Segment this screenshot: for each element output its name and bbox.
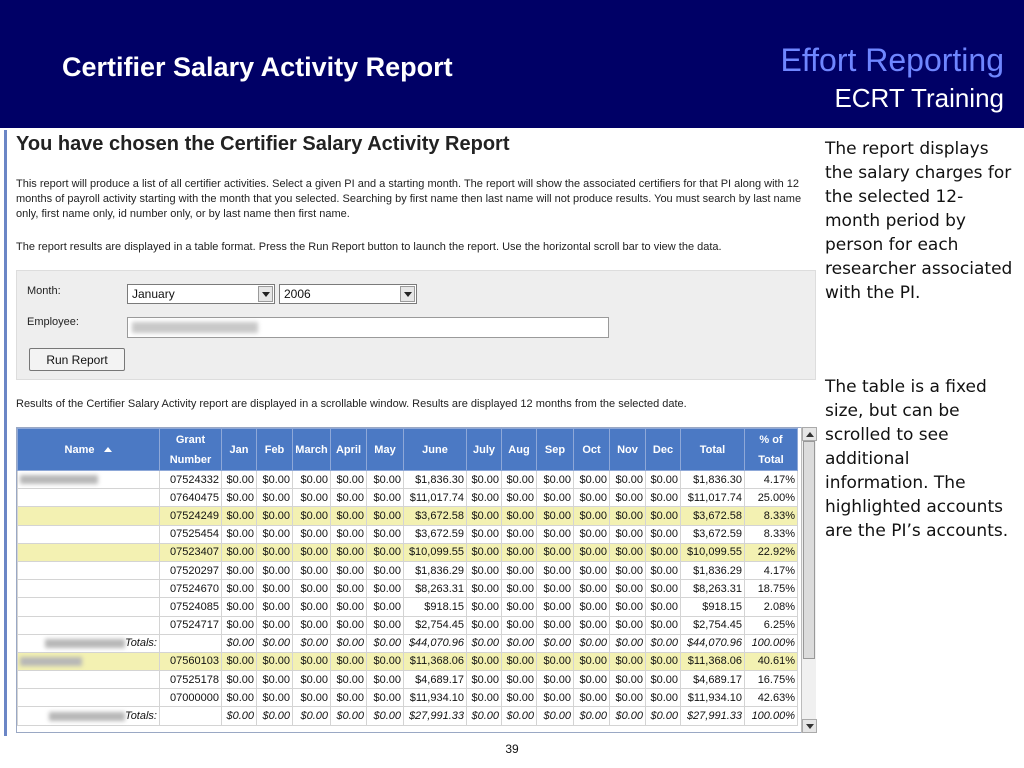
run-report-button[interactable]: Run Report	[29, 348, 125, 371]
year-select[interactable]	[279, 284, 417, 304]
month-select[interactable]	[127, 284, 275, 304]
cell-month-amount: $0.00	[467, 525, 502, 543]
col-header-sep[interactable]: Sep	[537, 429, 574, 471]
cell-month-amount: $0.00	[222, 707, 257, 725]
cell-month-amount: $0.00	[257, 561, 293, 579]
cell-name	[18, 652, 160, 670]
col-header-june[interactable]: June	[404, 429, 467, 471]
cell-month-amount: $0.00	[293, 707, 331, 725]
cell-month-amount: $0.00	[646, 671, 681, 689]
cell-name	[18, 471, 160, 489]
cell-month-amount: $0.00	[646, 616, 681, 634]
col-header-dec[interactable]: Dec	[646, 429, 681, 471]
cell-month-amount: $0.00	[467, 652, 502, 670]
cell-pct-total: 2.08%	[745, 598, 798, 616]
cell-month-amount: $0.00	[574, 616, 610, 634]
report-screenshot	[4, 130, 817, 736]
brand-effort-reporting: Effort Reporting	[780, 42, 1004, 78]
cell-month-amount: $0.00	[646, 652, 681, 670]
table-row	[18, 580, 798, 598]
cell-month-amount: $0.00	[502, 525, 537, 543]
redacted-employee-name	[132, 322, 258, 333]
col-header-grant[interactable]: Grant Number	[160, 429, 222, 471]
cell-month-amount: $0.00	[537, 471, 574, 489]
cell-month-amount: $8,263.31	[404, 580, 467, 598]
cell-pct-total: 6.25%	[745, 616, 798, 634]
slide-title: Certifier Salary Activity Report	[62, 52, 453, 82]
cell-month-amount: $0.00	[502, 652, 537, 670]
cell-month-amount: $0.00	[574, 561, 610, 579]
cell-name	[18, 634, 160, 652]
col-header-oct[interactable]: Oct	[574, 429, 610, 471]
cell-month-amount: $0.00	[502, 489, 537, 507]
totals-label: Totals:	[124, 637, 157, 650]
cell-month-amount: $0.00	[610, 652, 646, 670]
totals-row	[18, 634, 798, 652]
cell-month-amount: $0.00	[222, 489, 257, 507]
cell-month-amount: $11,017.74	[404, 489, 467, 507]
table-row	[18, 616, 798, 634]
scroll-up-icon[interactable]	[802, 427, 817, 441]
cell-month-amount: $0.00	[367, 561, 404, 579]
cell-month-amount: $0.00	[222, 561, 257, 579]
cell-month-amount: $0.00	[331, 598, 367, 616]
cell-month-amount: $0.00	[222, 543, 257, 561]
cell-month-amount: $0.00	[610, 689, 646, 707]
side-note-report-description: The report displays the salary charges for the selected 12-month period by person for each researcher associated with the PI.	[825, 139, 1013, 303]
cell-grant-number: 07524085	[160, 598, 222, 616]
cell-month-amount: $0.00	[222, 507, 257, 525]
cell-month-amount: $0.00	[610, 507, 646, 525]
cell-month-amount: $0.00	[537, 561, 574, 579]
cell-month-amount: $0.00	[293, 507, 331, 525]
cell-name	[18, 689, 160, 707]
cell-month-amount: $0.00	[293, 598, 331, 616]
cell-month-amount: $918.15	[404, 598, 467, 616]
cell-month-amount: $0.00	[222, 616, 257, 634]
cell-month-amount: $0.00	[502, 507, 537, 525]
cell-month-amount: $0.00	[222, 652, 257, 670]
col-header-april[interactable]: April	[331, 429, 367, 471]
table-row	[18, 561, 798, 579]
cell-month-amount: $0.00	[537, 689, 574, 707]
cell-month-amount: $0.00	[467, 489, 502, 507]
cell-month-amount: $0.00	[574, 652, 610, 670]
cell-month-amount: $0.00	[610, 634, 646, 652]
cell-month-amount: $0.00	[610, 543, 646, 561]
cell-grant-number: 07525178	[160, 671, 222, 689]
cell-month-amount: $10,099.55	[404, 543, 467, 561]
cell-month-amount: $0.00	[574, 707, 610, 725]
cell-month-amount: $0.00	[222, 598, 257, 616]
month-label: Month:	[27, 285, 61, 297]
cell-month-amount: $0.00	[537, 525, 574, 543]
cell-month-amount: $0.00	[502, 616, 537, 634]
cell-total: $2,754.45	[681, 616, 745, 634]
cell-month-amount: $0.00	[467, 507, 502, 525]
cell-month-amount: $4,689.17	[404, 671, 467, 689]
table-row	[18, 543, 798, 561]
col-header-feb[interactable]: Feb	[257, 429, 293, 471]
cell-month-amount: $0.00	[502, 671, 537, 689]
cell-total: $8,263.31	[681, 580, 745, 598]
cell-month-amount: $0.00	[367, 652, 404, 670]
cell-month-amount: $0.00	[502, 580, 537, 598]
cell-month-amount: $0.00	[574, 471, 610, 489]
cell-month-amount: $0.00	[293, 580, 331, 598]
cell-month-amount: $0.00	[257, 525, 293, 543]
col-header-name[interactable]: Name	[18, 429, 160, 471]
cell-month-amount: $0.00	[293, 561, 331, 579]
cell-month-amount: $0.00	[646, 598, 681, 616]
cell-pct-total: 4.17%	[745, 471, 798, 489]
cell-grant-number: 07520297	[160, 561, 222, 579]
col-header-may[interactable]: May	[367, 429, 404, 471]
table-row	[18, 507, 798, 525]
cell-month-amount: $0.00	[257, 507, 293, 525]
cell-month-amount: $0.00	[574, 507, 610, 525]
cell-month-amount: $0.00	[610, 561, 646, 579]
year-select-value: 2006	[284, 287, 311, 301]
cell-month-amount: $27,991.33	[404, 707, 467, 725]
results-table-window[interactable]	[16, 427, 816, 733]
cell-month-amount: $0.00	[537, 489, 574, 507]
col-header-nov[interactable]: Nov	[610, 429, 646, 471]
employee-label: Employee:	[27, 316, 79, 328]
cell-month-amount: $0.00	[367, 598, 404, 616]
redacted-name	[45, 639, 125, 648]
cell-month-amount: $0.00	[257, 671, 293, 689]
cell-month-amount: $0.00	[257, 580, 293, 598]
cell-month-amount: $0.00	[293, 616, 331, 634]
cell-month-amount: $3,672.59	[404, 525, 467, 543]
cell-pct-total: 42.63%	[745, 689, 798, 707]
employee-input[interactable]	[127, 317, 609, 338]
col-header-pct-total[interactable]: % of Total	[745, 429, 798, 471]
col-header-total[interactable]: Total	[681, 429, 745, 471]
cell-name	[18, 580, 160, 598]
cell-month-amount: $0.00	[257, 543, 293, 561]
cell-month-amount: $0.00	[367, 689, 404, 707]
cell-month-amount: $0.00	[646, 580, 681, 598]
cell-pct-total: 18.75%	[745, 580, 798, 598]
cell-pct-total: 4.17%	[745, 561, 798, 579]
cell-month-amount: $0.00	[467, 598, 502, 616]
cell-month-amount: $0.00	[467, 707, 502, 725]
sort-asc-icon[interactable]	[104, 447, 112, 452]
table-row	[18, 689, 798, 707]
cell-month-amount: $1,836.29	[404, 561, 467, 579]
cell-grant-number: 07524717	[160, 616, 222, 634]
cell-pct-total: 8.33%	[745, 525, 798, 543]
cell-total: $10,099.55	[681, 543, 745, 561]
chevron-down-icon[interactable]	[258, 286, 273, 302]
col-header-aug[interactable]: Aug	[502, 429, 537, 471]
cell-month-amount: $0.00	[646, 525, 681, 543]
cell-month-amount: $44,070.96	[404, 634, 467, 652]
brand-ecrt-training: ECRT Training	[834, 83, 1004, 113]
cell-month-amount: $0.00	[222, 580, 257, 598]
table-row	[18, 652, 798, 670]
cell-month-amount: $0.00	[257, 707, 293, 725]
cell-month-amount: $0.00	[574, 525, 610, 543]
cell-total: $11,017.74	[681, 489, 745, 507]
cell-month-amount: $0.00	[646, 489, 681, 507]
cell-total: $27,991.33	[681, 707, 745, 725]
cell-month-amount: $0.00	[646, 507, 681, 525]
redacted-name	[49, 712, 125, 721]
table-row	[18, 671, 798, 689]
cell-month-amount: $0.00	[537, 634, 574, 652]
cell-month-amount: $0.00	[257, 489, 293, 507]
month-select-value: January	[132, 287, 175, 301]
cell-total: $1,836.29	[681, 561, 745, 579]
cell-month-amount: $0.00	[222, 634, 257, 652]
table-body	[18, 471, 798, 726]
cell-month-amount: $0.00	[574, 689, 610, 707]
cell-month-amount: $1,836.30	[404, 471, 467, 489]
cell-grant-number: 07524332	[160, 471, 222, 489]
cell-month-amount: $0.00	[537, 543, 574, 561]
cell-total: $918.15	[681, 598, 745, 616]
cell-month-amount: $0.00	[331, 525, 367, 543]
cell-month-amount: $0.00	[222, 525, 257, 543]
cell-month-amount: $0.00	[257, 689, 293, 707]
cell-name	[18, 543, 160, 561]
cell-month-amount: $0.00	[331, 707, 367, 725]
cell-pct-total: 100.00%	[745, 634, 798, 652]
cell-pct-total: 25.00%	[745, 489, 798, 507]
cell-month-amount: $0.00	[646, 471, 681, 489]
cell-month-amount: $0.00	[367, 507, 404, 525]
cell-month-amount: $0.00	[467, 634, 502, 652]
results-note: Results of the Certifier Salary Activity report are displayed in a scrollable window. Results are displayed 12 months from the selected date.	[16, 398, 687, 410]
cell-month-amount: $0.00	[467, 689, 502, 707]
cell-name	[18, 525, 160, 543]
cell-name	[18, 707, 160, 725]
cell-month-amount: $0.00	[537, 580, 574, 598]
cell-grant-number: 07560103	[160, 652, 222, 670]
cell-month-amount: $0.00	[331, 507, 367, 525]
cell-name	[18, 489, 160, 507]
cell-month-amount: $0.00	[367, 471, 404, 489]
cell-month-amount: $0.00	[331, 580, 367, 598]
cell-month-amount: $0.00	[293, 652, 331, 670]
cell-month-amount: $11,934.10	[404, 689, 467, 707]
cell-grant-number	[160, 634, 222, 652]
cell-month-amount: $0.00	[646, 707, 681, 725]
cell-month-amount: $0.00	[467, 561, 502, 579]
cell-grant-number: 07640475	[160, 489, 222, 507]
cell-total: $11,934.10	[681, 689, 745, 707]
cell-month-amount: $0.00	[331, 689, 367, 707]
cell-month-amount: $0.00	[574, 634, 610, 652]
left-accent-rule	[4, 130, 7, 736]
table-row	[18, 489, 798, 507]
cell-month-amount: $0.00	[222, 471, 257, 489]
redacted-name	[20, 657, 82, 666]
cell-month-amount: $2,754.45	[404, 616, 467, 634]
cell-month-amount: $0.00	[646, 689, 681, 707]
side-note-table-scroll: The table is a fixed size, but can be scrolled to see additional information. The highlighted accounts are the PI’s accounts.	[825, 377, 1009, 541]
totals-row	[18, 707, 798, 725]
cell-month-amount: $0.00	[367, 580, 404, 598]
cell-month-amount: $0.00	[331, 634, 367, 652]
totals-label: Totals:	[124, 710, 157, 723]
cell-month-amount: $0.00	[574, 598, 610, 616]
cell-month-amount: $0.00	[257, 652, 293, 670]
cell-month-amount: $0.00	[367, 634, 404, 652]
cell-month-amount: $0.00	[293, 471, 331, 489]
chevron-down-icon[interactable]	[400, 286, 415, 302]
cell-month-amount: $0.00	[467, 580, 502, 598]
cell-month-amount: $0.00	[367, 543, 404, 561]
report-heading: You have chosen the Certifier Salary Activity Report	[16, 133, 510, 155]
cell-month-amount: $0.00	[502, 598, 537, 616]
cell-month-amount: $0.00	[467, 471, 502, 489]
col-header-march[interactable]: March	[293, 429, 331, 471]
cell-month-amount: $11,368.06	[404, 652, 467, 670]
cell-month-amount: $0.00	[331, 671, 367, 689]
cell-month-amount: $0.00	[537, 616, 574, 634]
col-header-july[interactable]: July	[467, 429, 502, 471]
cell-month-amount: $3,672.58	[404, 507, 467, 525]
cell-month-amount: $0.00	[257, 616, 293, 634]
cell-month-amount: $0.00	[293, 634, 331, 652]
cell-name	[18, 616, 160, 634]
cell-name	[18, 561, 160, 579]
cell-month-amount: $0.00	[293, 489, 331, 507]
cell-month-amount: $0.00	[610, 616, 646, 634]
cell-month-amount: $0.00	[610, 580, 646, 598]
cell-grant-number	[160, 707, 222, 725]
scroll-thumb[interactable]	[803, 441, 815, 659]
cell-month-amount: $0.00	[502, 543, 537, 561]
cell-month-amount: $0.00	[331, 561, 367, 579]
cell-month-amount: $0.00	[467, 616, 502, 634]
cell-month-amount: $0.00	[610, 489, 646, 507]
salary-activity-table	[17, 428, 798, 726]
cell-total: $44,070.96	[681, 634, 745, 652]
cell-month-amount: $0.00	[646, 634, 681, 652]
cell-month-amount: $0.00	[331, 489, 367, 507]
cell-month-amount: $0.00	[537, 598, 574, 616]
table-row	[18, 471, 798, 489]
cell-pct-total: 22.92%	[745, 543, 798, 561]
cell-pct-total: 40.61%	[745, 652, 798, 670]
cell-month-amount: $0.00	[257, 598, 293, 616]
cell-pct-total: 8.33%	[745, 507, 798, 525]
report-instructions-text: The report results are displayed in a table format. Press the Run Report button to launch the report. Use the horizontal scroll bar to view the data.	[16, 241, 722, 253]
cell-month-amount: $0.00	[293, 671, 331, 689]
cell-month-amount: $0.00	[574, 580, 610, 598]
cell-month-amount: $0.00	[537, 652, 574, 670]
cell-month-amount: $0.00	[610, 525, 646, 543]
cell-month-amount: $0.00	[222, 689, 257, 707]
cell-month-amount: $0.00	[331, 543, 367, 561]
cell-pct-total: 16.75%	[745, 671, 798, 689]
cell-month-amount: $0.00	[574, 489, 610, 507]
scroll-down-icon[interactable]	[802, 719, 817, 733]
slide-header	[0, 0, 1024, 128]
cell-month-amount: $0.00	[257, 471, 293, 489]
cell-month-amount: $0.00	[331, 616, 367, 634]
cell-grant-number: 07000000	[160, 689, 222, 707]
cell-month-amount: $0.00	[293, 689, 331, 707]
cell-month-amount: $0.00	[610, 707, 646, 725]
cell-month-amount: $0.00	[467, 671, 502, 689]
cell-grant-number: 07524670	[160, 580, 222, 598]
table-header-row	[18, 429, 798, 471]
cell-total: $11,368.06	[681, 652, 745, 670]
cell-month-amount: $0.00	[367, 707, 404, 725]
cell-month-amount: $0.00	[502, 707, 537, 725]
cell-month-amount: $0.00	[293, 543, 331, 561]
cell-month-amount: $0.00	[537, 507, 574, 525]
cell-name	[18, 598, 160, 616]
redacted-name	[20, 475, 98, 484]
cell-month-amount: $0.00	[367, 525, 404, 543]
table-row	[18, 598, 798, 616]
cell-total: $4,689.17	[681, 671, 745, 689]
cell-total: $3,672.59	[681, 525, 745, 543]
cell-month-amount: $0.00	[610, 598, 646, 616]
page-number: 39	[505, 742, 519, 756]
cell-month-amount: $0.00	[610, 671, 646, 689]
cell-month-amount: $0.00	[646, 561, 681, 579]
cell-month-amount: $0.00	[502, 689, 537, 707]
report-intro-text: This report will produce a list of all certifier activities. Select a given PI and a starting month. The report will show the associated certifiers for that PI along with 12 months of payroll activity starting with the month that you selected. Searching by first name then last name will not produce results. You must search by last name only, first name only, id number only, or by last name then first name.	[16, 178, 802, 220]
cell-month-amount: $0.00	[222, 671, 257, 689]
cell-month-amount: $0.00	[646, 543, 681, 561]
report-criteria-panel	[16, 270, 816, 380]
cell-month-amount: $0.00	[610, 471, 646, 489]
cell-month-amount: $0.00	[331, 652, 367, 670]
cell-month-amount: $0.00	[502, 634, 537, 652]
cell-total: $1,836.30	[681, 471, 745, 489]
cell-month-amount: $0.00	[331, 471, 367, 489]
col-header-jan[interactable]: Jan	[222, 429, 257, 471]
cell-name	[18, 671, 160, 689]
cell-name	[18, 507, 160, 525]
cell-total: $3,672.58	[681, 507, 745, 525]
cell-grant-number: 07523407	[160, 543, 222, 561]
cell-month-amount: $0.00	[367, 671, 404, 689]
cell-month-amount: $0.00	[502, 471, 537, 489]
cell-pct-total: 100.00%	[745, 707, 798, 725]
cell-month-amount: $0.00	[367, 616, 404, 634]
cell-month-amount: $0.00	[257, 634, 293, 652]
cell-month-amount: $0.00	[367, 489, 404, 507]
cell-month-amount: $0.00	[574, 671, 610, 689]
cell-month-amount: $0.00	[537, 707, 574, 725]
cell-grant-number: 07524249	[160, 507, 222, 525]
cell-month-amount: $0.00	[467, 543, 502, 561]
cell-month-amount: $0.00	[537, 671, 574, 689]
vertical-scrollbar[interactable]	[801, 427, 816, 733]
cell-month-amount: $0.00	[293, 525, 331, 543]
cell-month-amount: $0.00	[574, 543, 610, 561]
table-row	[18, 525, 798, 543]
cell-grant-number: 07525454	[160, 525, 222, 543]
cell-month-amount: $0.00	[502, 561, 537, 579]
